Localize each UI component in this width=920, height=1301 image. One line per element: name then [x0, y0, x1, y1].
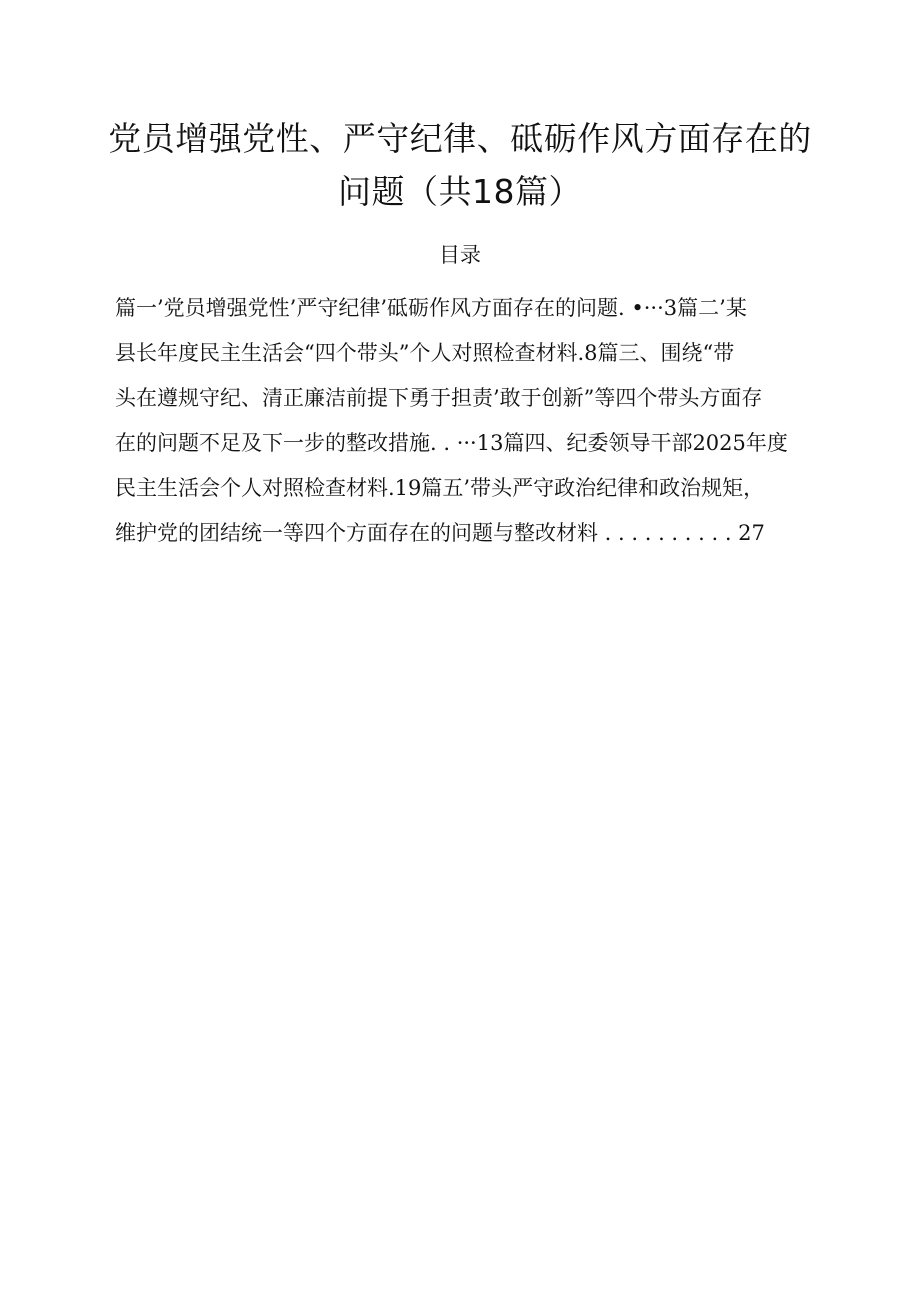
- toc-line: 在的问题不足及下一步的整改措施. . ···13篇四、纪委领导干部2025年度: [115, 431, 788, 455]
- title-line-1: 党员增强党性、严守纪律、砥砺作风方面存在的: [108, 119, 812, 158]
- toc-line: 民主生活会个人对照检查材料.19篇五’带头严守政治纪律和政治规矩，: [115, 476, 765, 500]
- title-line-2: 问题（共18篇）: [338, 172, 582, 211]
- toc-line: 县长年度民主生活会“四个带头”个人对照检查材料.8篇三、围绕“带: [115, 341, 735, 365]
- toc-heading: 目录: [439, 243, 481, 267]
- toc-line: 篇一’党员增强党性’严守纪律’砥砺作风方面存在的问题. •···3篇二’某: [115, 296, 747, 320]
- table-of-contents: [115, 286, 820, 556]
- toc-line: 头在遵规守纪、清正廉洁前提下勇于担责’敢于创新”等四个带头方面存: [115, 386, 763, 410]
- document-title: [60, 112, 860, 218]
- toc-line: 维护党的团结统一等四个方面存在的问题与整改材料 . . . . . . . . . . 27: [115, 521, 765, 545]
